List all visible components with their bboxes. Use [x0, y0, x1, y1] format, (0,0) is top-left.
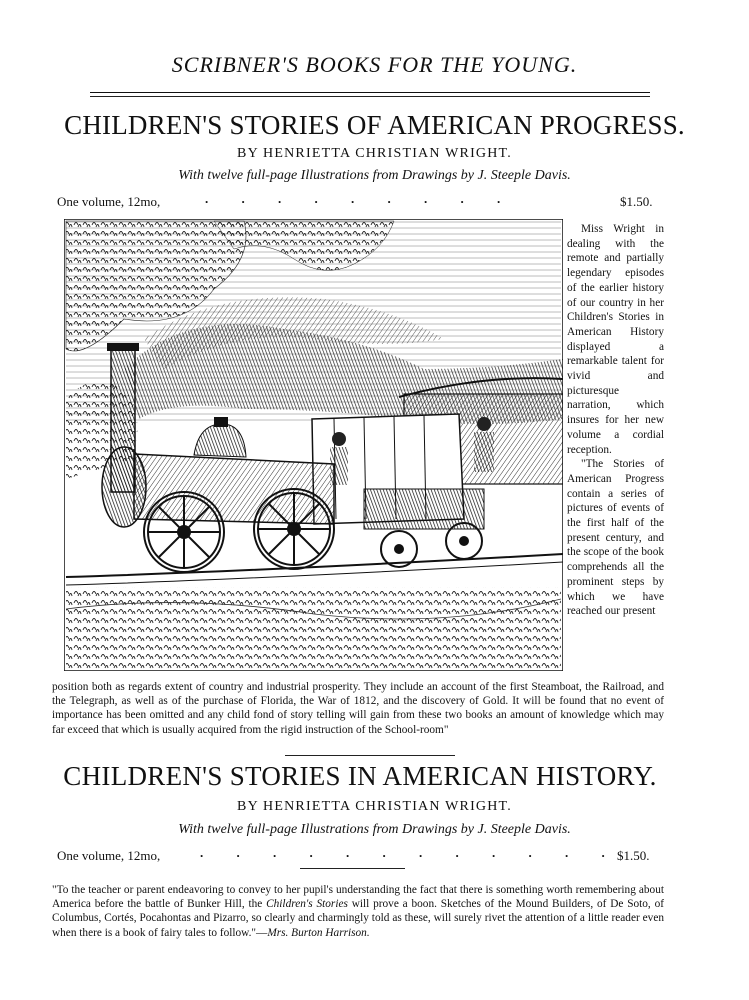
volume-format-history: One volume, 12mo,	[57, 848, 161, 863]
header-rule	[90, 92, 650, 93]
book-byline-progress: BY HENRIETTA CHRISTIAN WRIGHT.	[237, 146, 512, 161]
review-continued-paragraph: position both as regards extent of country and industrial prosperity. They include an account of the first Steamboat, the Railroad, and the Telegraph, as well as of the purchase of Florida, the War of 1812, and the discovery of Gold. It will be found that no event of importance has been omitted and any child fond of story telling will gain from these two books an amount of knowledge which may far exceed that which is usually acquired from the rigid instruction of the School-room"	[52, 681, 664, 736]
price-divider	[300, 868, 405, 869]
section-divider	[285, 755, 455, 756]
book-title-progress: CHILDREN'S STORIES OF AMERICAN PROGRESS.	[64, 110, 685, 140]
price-leader-dots-history: . . . . . . . . . . . .	[200, 845, 620, 860]
locomotive-engraving	[64, 219, 563, 671]
review-history-book-title: Children's Stories	[266, 898, 348, 911]
review-history-close: will prove a boon. Sketches of the Mound Builders, of De Soto, of Columbus, Cortés, Pocahontas and Pizarro, so clearly and charmingly told as these, will surely rivet the attention of a little reader even when there is a book of fairy tales to follow."—	[52, 898, 664, 939]
volume-format-progress: One volume, 12mo,	[57, 194, 161, 209]
review-history-attribution: Mrs. Burton Harrison.	[267, 926, 370, 939]
price-leader-dots-progress: . . . . . . . . .	[205, 191, 516, 206]
book-illustrations-note-progress: With twelve full-page Illustrations from Drawings by J. Steeple Davis.	[178, 168, 571, 183]
price-history: $1.50.	[617, 848, 650, 863]
price-progress: $1.50.	[620, 194, 653, 209]
book-title-history: CHILDREN'S STORIES IN AMERICAN HISTORY.	[63, 761, 657, 791]
book-byline-history: BY HENRIETTA CHRISTIAN WRIGHT.	[237, 799, 512, 814]
review-sidebar-paragraph-1: Miss Wright in dealing with the remote and partially legendary episodes of the earlier history of our country in her Children's Stories in American History displayed a remarkable talent for vivid and picturesque narration, which insures for her new volume a cordial reception.	[567, 223, 664, 456]
header-rule-secondary	[90, 96, 650, 97]
review-paragraph-history	[52, 883, 664, 940]
review-history-open: "To the teacher or parent endeavoring to convey to her pupil's understanding the fact that there is something worth remembering about America before the battle of Bunker Hill, the	[52, 884, 664, 911]
book-illustrations-note-history: With twelve full-page Illustrations from Drawings by J. Steeple Davis.	[178, 822, 571, 837]
running-head: SCRIBNER'S BOOKS FOR THE YOUNG.	[171, 52, 578, 77]
review-sidebar-paragraph-2: "The Stories of American Progress contain a series of pictures of events of the first half of the present century, and the scope of the book comprehends all the prominent steps by which we have reached our present	[567, 458, 664, 618]
review-sidebar	[567, 222, 664, 619]
